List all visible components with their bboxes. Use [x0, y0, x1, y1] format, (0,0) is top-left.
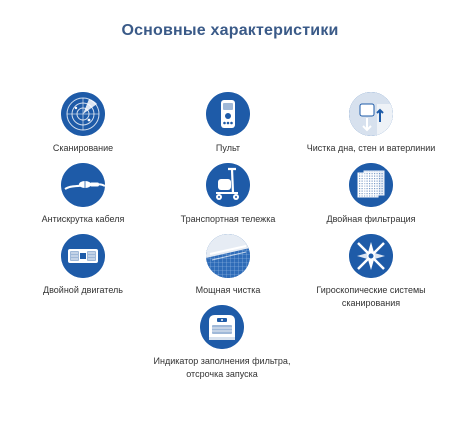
- feature-label: Антискрутка кабеля: [41, 214, 125, 224]
- radar-scan-icon: [61, 92, 105, 136]
- transport-cart-icon: [206, 163, 250, 207]
- cable-swivel-icon: [61, 163, 105, 207]
- feature-label: Индикатор заполнения фильтра, отсрочка запуска: [153, 356, 291, 379]
- dual-motor-icon: [61, 234, 105, 278]
- feature-label: Сканирование: [52, 143, 114, 153]
- feature-scanning: [8, 92, 158, 155]
- feature-remote: [153, 92, 303, 155]
- feature-label: Транспортная тележка: [180, 214, 276, 224]
- feature-label: Мощная чистка: [195, 285, 261, 295]
- feature-label: Пульт: [215, 143, 241, 153]
- page-title: Основные характеристики: [121, 22, 339, 39]
- feature-cable-swivel: [8, 163, 158, 226]
- filter-indicator-icon: [200, 305, 244, 349]
- feature-filter-indicator: [147, 305, 297, 381]
- feature-double-filter: [296, 163, 446, 226]
- powerful-cleaning-icon: [206, 234, 250, 278]
- pool-wall-cleaning-icon: [349, 92, 393, 136]
- gyroscope-icon: [349, 234, 393, 278]
- feature-label: Двойная фильтрация: [326, 214, 416, 224]
- feature-dual-motor: [8, 234, 158, 297]
- double-filter-icon: [349, 163, 393, 207]
- feature-label: Гироскопические системы сканирования: [316, 285, 426, 308]
- feature-label: Чистка дна, стен и ватерлинии: [306, 143, 436, 153]
- feature-powerful-cleaning: [153, 234, 303, 297]
- feature-label: Двойной двигатель: [43, 285, 123, 295]
- feature-gyroscope: [296, 234, 446, 310]
- feature-wall-cleaning: [296, 92, 446, 155]
- remote-control-icon: [206, 92, 250, 136]
- feature-cart: [153, 163, 303, 226]
